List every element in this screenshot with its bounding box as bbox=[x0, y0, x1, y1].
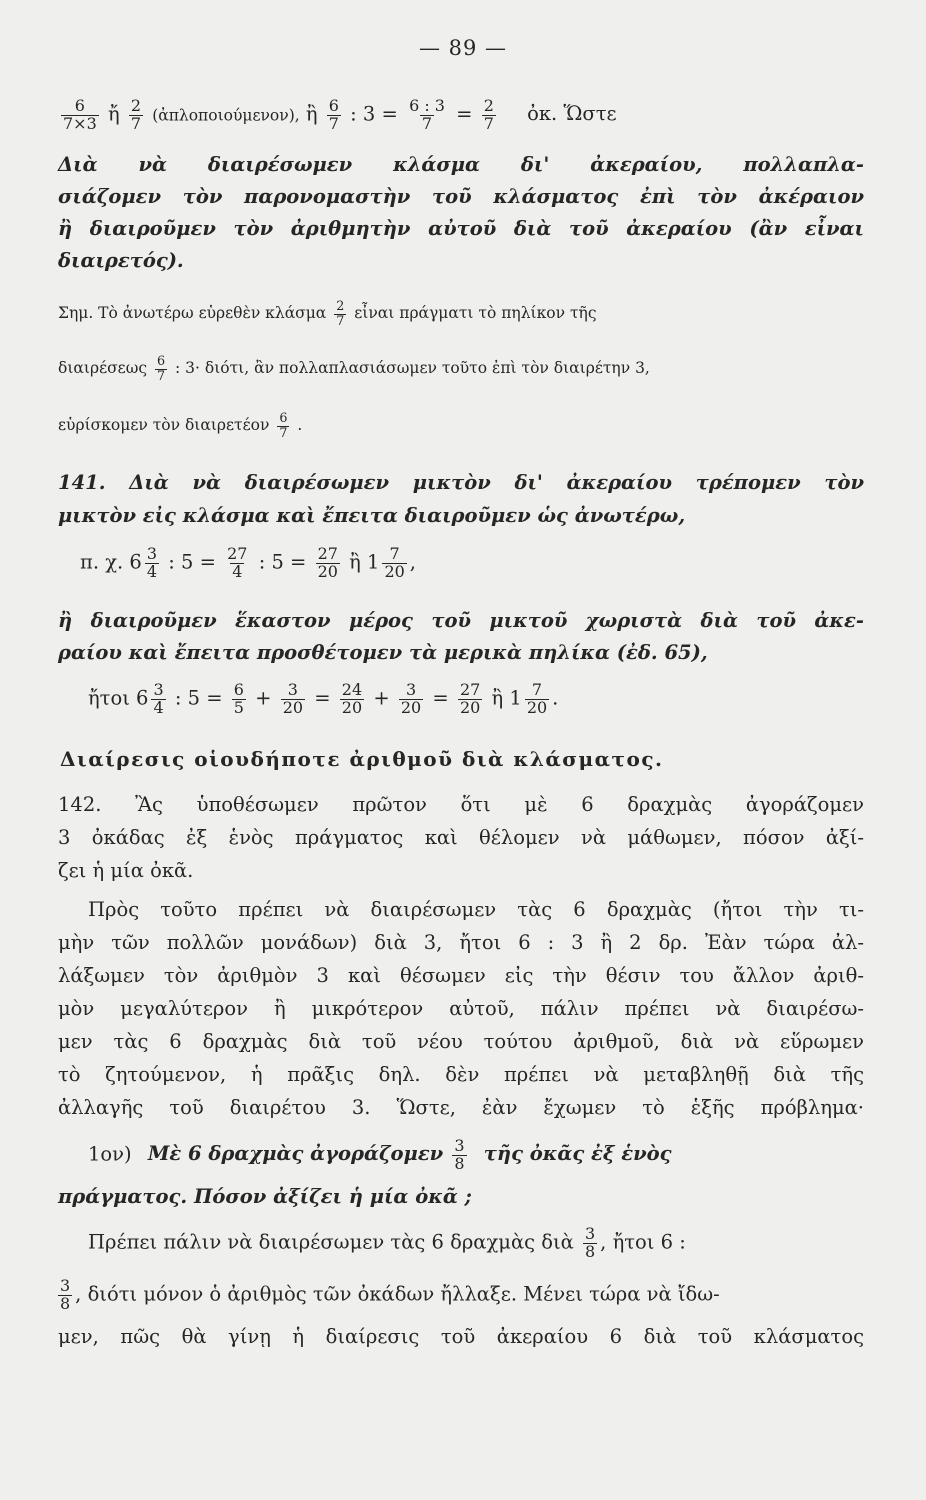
rule-line: σιάζομεν τὸν παρονομαστὴν τοῦ κλάσματος ἐπὶ τὸν ἀκέραιον bbox=[58, 185, 864, 208]
fraction: $\frac{24}{20}$ bbox=[341, 680, 363, 717]
fraction: $\frac{6}{7}$ bbox=[156, 353, 166, 383]
note-line: εὑρίσκομεν τὸν διαιρετέον $\frac{6}{7}$ . bbox=[58, 410, 303, 440]
note-line: διαιρέσεως $\frac{6}{7}$ : 3· διότι, ἂν πολλαπλασιάσωμεν τοῦτο ἐπὶ τὸν διαιρέτην 3, bbox=[58, 353, 650, 383]
fraction: $\frac{27}{20}$ bbox=[317, 544, 338, 581]
fraction: $\frac{27}{4}$ bbox=[227, 544, 248, 581]
rule-line: διαιρετός). bbox=[58, 249, 184, 272]
note-line: Σημ. Τὸ ἀνωτέρω εὑρεθὲν κλάσμα $\frac{2}{7}$ εἶναι πράγματι τὸ πηλίκον τῆς bbox=[58, 298, 597, 328]
paragraph-141-line: μικτὸν εἰς κλάσμα καὶ ἔπειτα διαιροῦμεν ὡς ἀνωτέρω, bbox=[58, 504, 686, 527]
fraction: $\frac{7}{20}$ bbox=[384, 544, 405, 581]
fraction: $\frac{6 : 3}{7}$ bbox=[409, 96, 445, 133]
fraction: $\frac{3}{4}$ bbox=[146, 544, 158, 581]
paragraph-line: Πρέπει πάλιν νὰ διαιρέσωμεν τὰς 6 δραχμὰς διὰ $\frac{3}{8}$ , ἤτοι 6 : bbox=[88, 1224, 686, 1261]
fraction: $\frac{2}{7}$ bbox=[483, 96, 494, 133]
fraction: $\frac{27}{20}$ bbox=[459, 680, 481, 717]
problem-statement-line: πράγματος. Πόσον ἀξίζει ἡ μία ὀκᾶ ; bbox=[58, 1185, 472, 1208]
fraction: $\frac{6}{5}$ bbox=[233, 680, 244, 717]
paragraph-line: λάξωμεν τὸν ἀριθμὸν 3 καὶ θέσωμεν εἰς τὴν θέσιν του ἄλλον ἀριθ- bbox=[58, 964, 864, 987]
page-number: — 89 — bbox=[418, 36, 508, 60]
fraction: $\frac{3}{8}$ bbox=[60, 1276, 71, 1313]
paragraph-line: τὸ ζητούμενον, ἡ πρᾶξις δηλ. δὲν πρέπει νὰ μεταβληθῇ διὰ τῆς bbox=[58, 1063, 864, 1086]
fraction: $\frac{2}{7}$ bbox=[130, 96, 141, 133]
paragraph-142-line: 142. Ἂς ὑποθέσωμεν πρῶτον ὅτι μὲ 6 δραχμὰς ἀγοράζομεν bbox=[58, 793, 864, 816]
paragraph-line: μὸν μεγαλύτερον ἢ μικρότερον αὐτοῦ, πάλιν πρέπει νὰ διαιρέσω- bbox=[58, 997, 864, 1020]
paragraph-141-line: ραίου καὶ ἔπειτα προσθέτομεν τὰ μερικὰ πηλίκα (ἐδ. 65), bbox=[58, 641, 708, 664]
paragraph-line: μεν, πῶς θὰ γίνῃ ἡ διαίρεσις τοῦ ἀκεραίου 6 διὰ τοῦ κλάσματος bbox=[58, 1325, 864, 1348]
paragraph-line: μὴν τῶν πολλῶν μονάδων) διὰ 3, ἤτοι 6 : 3 ἢ 2 δρ. Ἐὰν τώρα ἀλ- bbox=[58, 931, 864, 954]
fraction: $\frac{7}{20}$ bbox=[526, 680, 548, 717]
paragraph-line: $\frac{3}{8}$ , διότι μόνον ὁ ἀριθμὸς τῶν ὀκάδων ἤλλαξε. Μένει τώρα νὰ ἴδω- bbox=[60, 1276, 720, 1313]
fraction: $\frac{6}{7}$ bbox=[279, 410, 288, 440]
fraction: $\frac{3}{4}$ bbox=[153, 680, 164, 717]
fraction: $\frac{2}{7}$ bbox=[336, 298, 345, 328]
rule-line: ἢ διαιροῦμεν τὸν ἀριθμητὴν αὐτοῦ διὰ τοῦ ἀκεραίου (ἂν εἶναι bbox=[58, 217, 864, 240]
paragraph-line: μεν τὰς 6 δραχμὰς διὰ τοῦ νέου τούτου ἀριθμοῦ, διὰ νὰ εὕρωμεν bbox=[58, 1030, 864, 1053]
problem-statement: 1ον) Μὲ 6 δραχμὰς ἀγοράζομεν $\frac{3}{8}$ τῆς ὀκᾶς ἐξ ἑνὸς bbox=[88, 1136, 672, 1173]
section-heading: Διαίρεσις οἱουδήποτε ἀριθμοῦ διὰ κλάσματος. bbox=[60, 747, 664, 771]
fraction: $\frac{6}{7}$ bbox=[328, 96, 339, 133]
equation-line: $\frac{6}{7\times 3}$ ἤ $\frac{2}{7}$ (ἀπλοποιούμενον), ἢ $\frac{6}{7}$ : 3 = $\frac{6 : 3}{7}$ = $\frac{2}{7}$ ὀκ. Ὥστε bbox=[63, 96, 617, 133]
fraction: $\frac{3}{20}$ bbox=[400, 680, 422, 717]
fraction: $\frac{3}{8}$ bbox=[585, 1224, 596, 1261]
example-equation: π. χ. 6 $\frac{3}{4}$ : 5 = $\frac{27}{4}$ : 5 = $\frac{27}{20}$ ἢ 1 $\frac{7}{20}$ , bbox=[80, 544, 416, 581]
fraction: $\frac{3}{20}$ bbox=[282, 680, 304, 717]
example-equation: ἤτοι 6 $\frac{3}{4}$ : 5 = $\frac{6}{5}$ + $\frac{3}{20}$ = $\frac{24}{20}$ + $\frac{3}{20}$ = $\frac{27}{20}$ ἢ 1 $\frac{7}{20}$ . bbox=[88, 680, 559, 717]
rule-line: Διὰ νὰ διαιρέσωμεν κλάσμα δι' ἀκεραίου, πολλαπλα- bbox=[58, 153, 864, 176]
fraction: $\frac{3}{8}$ bbox=[454, 1136, 465, 1173]
paragraph-142-line: 3 ὀκάδας ἐξ ἑνὸς πράγματος καὶ θέλομεν νὰ μάθωμεν, πόσον ἀξί- bbox=[58, 826, 864, 849]
paragraph-141-line: ἢ διαιροῦμεν ἕκαστον μέρος τοῦ μικτοῦ χωριστὰ διὰ τοῦ ἀκε- bbox=[58, 609, 864, 632]
fraction: $\frac{6}{7\times 3}$ bbox=[63, 96, 97, 133]
paragraph-141-line: 141. Διὰ νὰ διαιρέσωμεν μικτὸν δι' ἀκεραίου τρέπομεν τὸν bbox=[58, 471, 864, 494]
paragraph-line: Πρὸς τοῦτο πρέπει νὰ διαιρέσωμεν τὰς 6 δραχμὰς (ἤτοι τὴν τι- bbox=[88, 898, 864, 921]
paragraph-142-line: ζει ἡ μία ὀκᾶ. bbox=[58, 859, 194, 882]
paragraph-line: ἀλλαγῆς τοῦ διαιρέτου 3. Ὥστε, ἐὰν ἔχωμεν τὸ ἑξῆς πρόβλημα· bbox=[58, 1096, 864, 1119]
